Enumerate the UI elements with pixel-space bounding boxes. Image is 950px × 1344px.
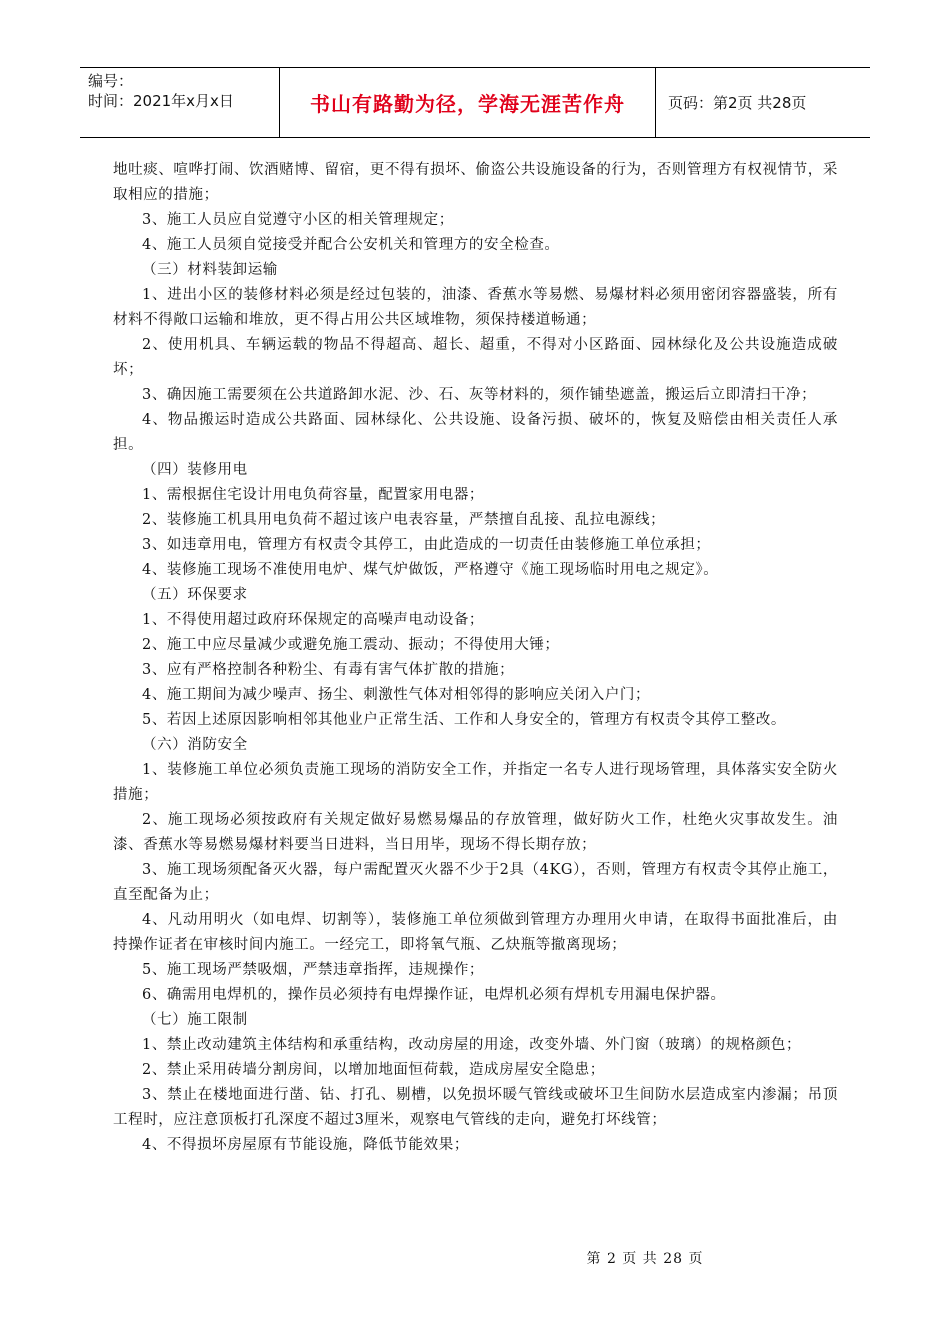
paragraph: 3、应有严格控制各种粉尘、有毒有害气体扩散的措施； — [142, 662, 515, 678]
section-heading: （五）环保要求 — [142, 587, 248, 603]
paragraph: 1、需根据住宅设计用电负荷容量，配置家用电器； — [142, 487, 485, 503]
paragraph: 2、禁止采用砖墙分割房间，以增加地面恒荷载，造成房屋安全隐患； — [142, 1062, 605, 1078]
header-page-info: 页码：第2页 共28页 — [668, 94, 807, 112]
paragraph: 1、进出小区的装修材料必须是经过包装的，油漆、香蕉水等易燃、易爆材料必须用密闭容器盛装，所有材料不得敞口运输和堆放，更不得占用公共区域堆物，须保持楼道畅通； — [113, 287, 838, 328]
paragraph: 2、施工中应尽量减少或避免施工震动、振动；不得使用大锤； — [142, 637, 560, 653]
paragraph: 1、装修施工单位必须负责施工现场的消防安全工作，并指定一名专人进行现场管理，具体落实安全防火措施； — [113, 762, 838, 803]
paragraph: 5、施工现场严禁吸烟，严禁违章指挥，违规操作； — [142, 962, 485, 978]
paragraph: 2、使用机具、车辆运载的物品不得超高、超长、超重，不得对小区路面、园林绿化及公共设施造成破坏； — [113, 337, 838, 378]
paragraph: 4、不得损坏房屋原有节能设施，降低节能效果； — [142, 1137, 469, 1153]
paragraph: 4、装修施工现场不准使用电炉、煤气炉做饭，严格遵守《施工现场临时用电之规定》。 — [142, 562, 719, 578]
section-heading: （四）装修用电 — [142, 462, 248, 478]
paragraph: 2、装修施工机具用电负荷不超过该户电表容量，严禁擅自乱接、乱拉电源线； — [142, 512, 666, 528]
section-heading: （三）材料装卸运输 — [142, 262, 278, 278]
paragraph: 3、如违章用电，管理方有权责令其停工，由此造成的一切责任由装修施工单位承担； — [142, 537, 711, 553]
document-body — [113, 158, 838, 1158]
paragraph: 地吐痰、喧哗打闹、饮酒赌博、留宿，更不得有损坏、偷盗公共设施设备的行为，否则管理方有权视情节，采取相应的措施； — [113, 162, 838, 203]
paragraph: 5、若因上述原因影响相邻其他业户正常生活、工作和人身安全的，管理方有权责令其停工整改。 — [142, 712, 787, 728]
paragraph: 4、凡动用明火（如电焊、切割等），装修施工单位须做到管理方办理用火申请，在取得书面批准后，由持操作证者在审核时间内施工。一经完工，即将氧气瓶、乙炔瓶等撤离现场； — [113, 912, 838, 953]
paragraph: 3、禁止在楼地面进行凿、钻、打孔、剔槽，以免损坏暖气管线或破坏卫生间防水层造成室内渗漏；吊顶工程时，应注意顶板打孔深度不超过3厘米，观察电气管线的走向，避免打坏线管； — [113, 1087, 838, 1128]
paragraph: 3、施工现场须配备灭火器，每户需配置灭火器不少于2具（4KG），否则，管理方有权责令其停止施工，直至配备为止； — [113, 862, 838, 903]
document-number-label: 编号： — [88, 72, 134, 90]
page-footer: 第 2 页 共 28 页 — [586, 1251, 704, 1267]
paragraph: 3、确因施工需要须在公共道路卸水泥、沙、石、灰等材料的，须作铺垫遮盖，搬运后立即清扫干净； — [142, 387, 817, 403]
section-heading: （七）施工限制 — [142, 1012, 248, 1028]
header-meta — [80, 68, 280, 137]
paragraph: 1、禁止改动建筑主体结构和承重结构，改动房屋的用途，改变外墙、外门窗（玻璃）的规格颜色； — [142, 1037, 802, 1053]
header-motto: 书山有路勤为径，学海无涯苦作舟 — [280, 68, 656, 137]
paragraph: 2、施工现场必须按政府有关规定做好易燃易爆品的存放管理，做好防火工作，杜绝火灾事故发生。油漆、香蕉水等易燃易爆材料要当日进料，当日用毕，现场不得长期存放； — [113, 812, 838, 853]
paragraph: 6、确需用电焊机的，操作员必须持有电焊操作证，电焊机必须有焊机专用漏电保护器。 — [142, 987, 726, 1003]
paragraph: 4、施工期间为减少噪声、扬尘、刺激性气体对相邻得的影响应关闭入户门； — [142, 687, 651, 703]
paragraph: 4、施工人员须自觉接受并配合公安机关和管理方的安全检查。 — [142, 237, 560, 253]
section-heading: （六）消防安全 — [142, 737, 248, 753]
paragraph: 3、施工人员应自觉遵守小区的相关管理规定； — [142, 212, 454, 228]
paragraph: 1、不得使用超过政府环保规定的高噪声电动设备； — [142, 612, 485, 628]
document-time: 时间：2021年x月x日 — [88, 92, 234, 110]
page-header — [80, 67, 870, 138]
paragraph: 4、物品搬运时造成公共路面、园林绿化、公共设施、设备污损、破坏的，恢复及赔偿由相关责任人承担。 — [113, 412, 838, 453]
